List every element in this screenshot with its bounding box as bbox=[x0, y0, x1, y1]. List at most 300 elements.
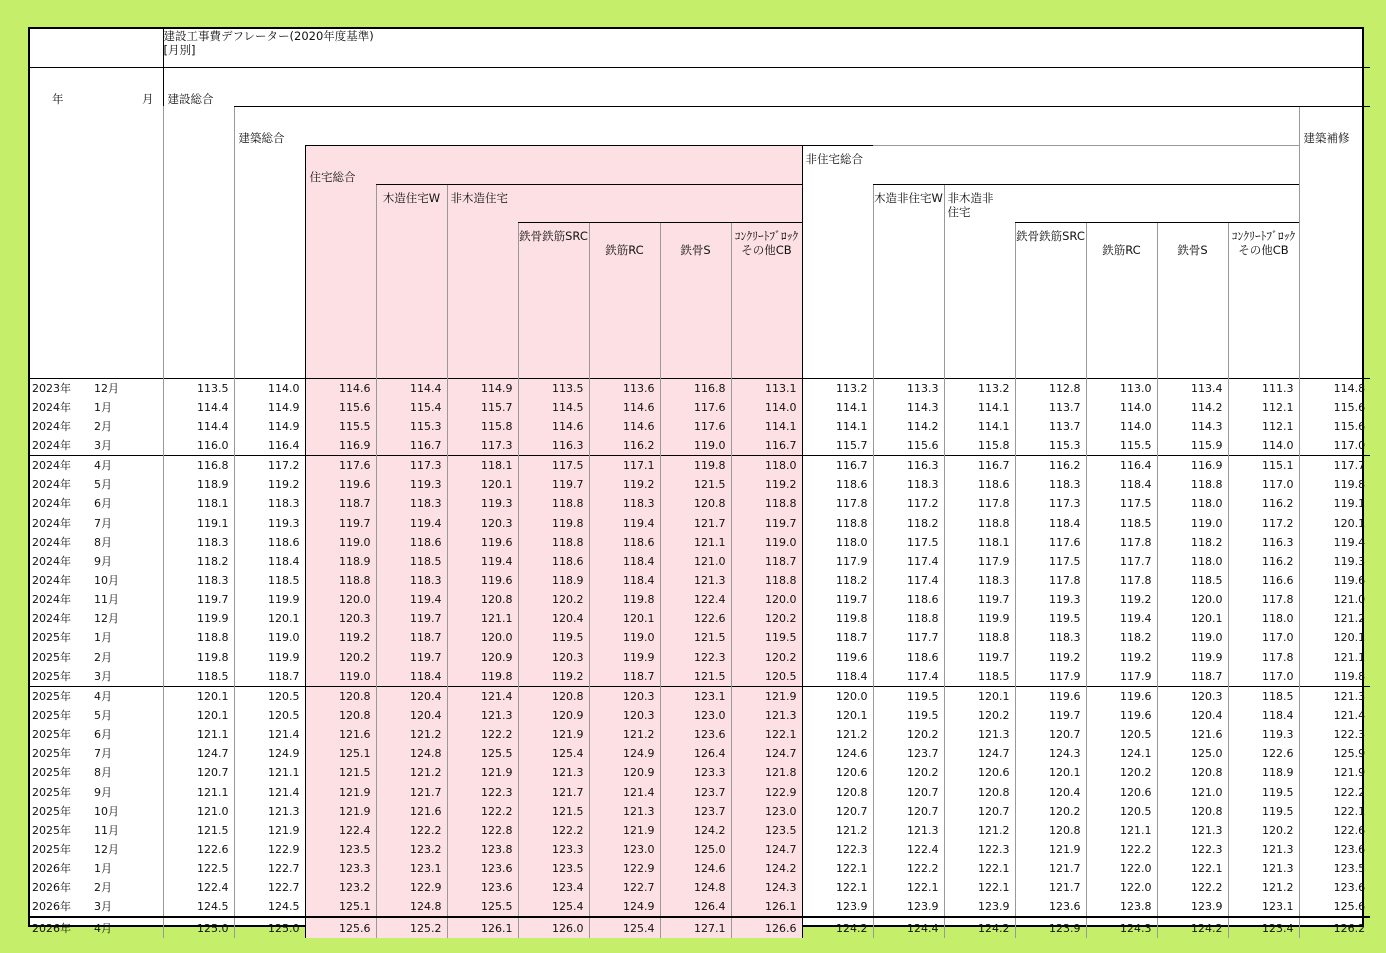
table-cell: 124.2 bbox=[660, 821, 731, 840]
table-cell: 117.1 bbox=[589, 456, 660, 476]
table-cell: 118.8 bbox=[873, 609, 944, 628]
table-cell: 121.9 bbox=[1299, 763, 1370, 782]
table-cell: 118.1 bbox=[447, 456, 518, 476]
table-cell: 124.5 bbox=[163, 897, 234, 917]
table-cell: 121.2 bbox=[1299, 609, 1370, 628]
table-cell: 120.4 bbox=[1015, 782, 1086, 801]
non-wooden-non-residential-spacer bbox=[944, 222, 1015, 378]
table-cell: 118.3 bbox=[589, 494, 660, 513]
table-row bbox=[30, 475, 1370, 494]
table-cell: 126.1 bbox=[731, 897, 802, 917]
table-cell: 120.2 bbox=[1086, 763, 1157, 782]
table-cell: 120.7 bbox=[163, 763, 234, 782]
table-cell: 119.3 bbox=[1228, 725, 1299, 744]
table-cell: 114.0 bbox=[1086, 398, 1157, 417]
table-cell: 120.2 bbox=[731, 609, 802, 628]
table-cell: 120.8 bbox=[305, 706, 376, 725]
table-cell: 118.3 bbox=[163, 571, 234, 590]
row-year: 2025年 bbox=[32, 785, 71, 799]
table-cell: 121.3 bbox=[731, 706, 802, 725]
table-cell: 120.8 bbox=[944, 782, 1015, 801]
table-row bbox=[30, 802, 1370, 821]
table-row bbox=[30, 840, 1370, 859]
row-year: 2024年 bbox=[32, 516, 71, 530]
table-cell: 121.0 bbox=[1299, 590, 1370, 609]
table-cell: 117.0 bbox=[1228, 667, 1299, 687]
table-cell: 114.1 bbox=[802, 398, 873, 417]
row-month: 2月 bbox=[94, 881, 112, 895]
table-cell: 116.7 bbox=[731, 436, 802, 456]
table-cell: 124.3 bbox=[731, 878, 802, 897]
non-residential-band bbox=[873, 145, 1299, 184]
table-cell: 122.8 bbox=[447, 821, 518, 840]
table-cell: 120.1 bbox=[447, 475, 518, 494]
table-cell: 119.6 bbox=[802, 647, 873, 666]
table-cell: 126.1 bbox=[447, 917, 518, 937]
table-row bbox=[30, 552, 1370, 571]
table-cell: 119.2 bbox=[1086, 647, 1157, 666]
table-cell: 123.5 bbox=[518, 859, 589, 878]
row-year: 2024年 bbox=[32, 400, 71, 414]
table-cell: 120.7 bbox=[1015, 725, 1086, 744]
deflator-sheet bbox=[28, 27, 1366, 935]
table-cell: 120.8 bbox=[1157, 802, 1228, 821]
row-month: 10月 bbox=[94, 804, 119, 818]
row-month: 12月 bbox=[94, 612, 119, 626]
table-cell: 119.9 bbox=[944, 609, 1015, 628]
table-cell: 122.5 bbox=[163, 859, 234, 878]
table-cell: 121.3 bbox=[944, 725, 1015, 744]
table-cell: 119.7 bbox=[944, 647, 1015, 666]
table-cell: 114.9 bbox=[234, 398, 305, 417]
table-cell: 119.7 bbox=[731, 513, 802, 532]
table-cell: 119.0 bbox=[660, 436, 731, 456]
table-cell: 120.6 bbox=[1086, 782, 1157, 801]
table-cell: 113.2 bbox=[944, 378, 1015, 398]
table-cell: 117.6 bbox=[660, 398, 731, 417]
table-cell: 122.0 bbox=[1086, 859, 1157, 878]
table-cell: 119.0 bbox=[589, 628, 660, 647]
table-cell: 120.0 bbox=[1157, 590, 1228, 609]
table-cell: 119.3 bbox=[1015, 590, 1086, 609]
row-month: 2月 bbox=[94, 419, 112, 433]
table-cell: 120.8 bbox=[447, 590, 518, 609]
table-row bbox=[30, 513, 1370, 532]
row-year: 2025年 bbox=[32, 747, 71, 761]
table-cell: 119.5 bbox=[518, 628, 589, 647]
row-year: 2024年 bbox=[32, 573, 71, 587]
table-cell: 125.6 bbox=[1299, 897, 1370, 917]
table-cell: 114.1 bbox=[802, 417, 873, 436]
table-cell: 122.3 bbox=[1157, 840, 1228, 859]
table-cell: 124.4 bbox=[873, 917, 944, 937]
table-cell: 121.7 bbox=[376, 782, 447, 801]
header-wooden-residential: 木造住宅W bbox=[376, 184, 447, 378]
table-cell: 116.0 bbox=[163, 436, 234, 456]
row-month: 1月 bbox=[94, 400, 112, 414]
table-cell: 118.2 bbox=[163, 552, 234, 571]
table-cell: 121.0 bbox=[660, 552, 731, 571]
table-cell: 121.2 bbox=[1228, 878, 1299, 897]
table-cell: 120.1 bbox=[163, 706, 234, 725]
table-cell: 120.2 bbox=[944, 706, 1015, 725]
table-cell: 121.3 bbox=[660, 571, 731, 590]
table-cell: 118.5 bbox=[234, 571, 305, 590]
table-cell: 124.8 bbox=[376, 897, 447, 917]
table-cell: 115.1 bbox=[1228, 456, 1299, 476]
table-cell: 119.8 bbox=[447, 667, 518, 687]
table-cell: 121.6 bbox=[305, 725, 376, 744]
table-cell: 115.7 bbox=[802, 436, 873, 456]
table-cell: 119.4 bbox=[1086, 609, 1157, 628]
table-cell: 121.1 bbox=[1299, 647, 1370, 666]
table-cell: 119.0 bbox=[234, 628, 305, 647]
table-cell: 119.5 bbox=[731, 628, 802, 647]
table-cell: 121.3 bbox=[1228, 840, 1299, 859]
table-cell: 120.5 bbox=[1086, 725, 1157, 744]
table-cell: 123.5 bbox=[305, 840, 376, 859]
header-non-residential-total: 非住宅総合 bbox=[802, 145, 873, 378]
row-year: 2025年 bbox=[32, 766, 71, 780]
table-cell: 113.4 bbox=[1157, 378, 1228, 398]
table-cell: 120.2 bbox=[305, 647, 376, 666]
table-cell: 120.3 bbox=[447, 513, 518, 532]
table-cell: 121.3 bbox=[1157, 821, 1228, 840]
table-cell: 119.8 bbox=[660, 456, 731, 476]
table-cell: 121.9 bbox=[731, 686, 802, 706]
table-cell: 118.9 bbox=[305, 552, 376, 571]
table-cell: 119.8 bbox=[163, 647, 234, 666]
table-row bbox=[30, 725, 1370, 744]
row-year: 2024年 bbox=[32, 438, 71, 452]
table-cell: 124.3 bbox=[1086, 917, 1157, 937]
table-row bbox=[30, 571, 1370, 590]
table-cell: 121.2 bbox=[376, 763, 447, 782]
table-cell: 119.6 bbox=[1015, 686, 1086, 706]
table-cell: 120.4 bbox=[376, 706, 447, 725]
table-cell: 124.8 bbox=[376, 744, 447, 763]
table-cell: 114.6 bbox=[589, 398, 660, 417]
table-cell: 115.6 bbox=[305, 398, 376, 417]
table-cell: 118.4 bbox=[1086, 475, 1157, 494]
table-cell: 121.4 bbox=[234, 782, 305, 801]
table-cell: 123.5 bbox=[1299, 859, 1370, 878]
table-cell: 118.6 bbox=[944, 475, 1015, 494]
table-cell: 118.3 bbox=[1015, 475, 1086, 494]
table-cell: 118.3 bbox=[873, 475, 944, 494]
table-cell: 121.6 bbox=[376, 802, 447, 821]
row-year: 2026年 bbox=[32, 881, 71, 895]
table-cell: 121.5 bbox=[163, 821, 234, 840]
table-cell: 119.2 bbox=[1015, 647, 1086, 666]
table-cell: 117.9 bbox=[802, 552, 873, 571]
table-cell: 120.1 bbox=[234, 609, 305, 628]
table-cell: 118.8 bbox=[518, 494, 589, 513]
table-body bbox=[30, 378, 1370, 938]
table-cell: 121.4 bbox=[447, 686, 518, 706]
table-cell: 118.6 bbox=[518, 552, 589, 571]
table-cell: 114.0 bbox=[731, 398, 802, 417]
table-cell: 121.7 bbox=[518, 782, 589, 801]
table-cell: 115.3 bbox=[376, 417, 447, 436]
table-cell: 118.4 bbox=[589, 571, 660, 590]
table-cell: 114.1 bbox=[731, 417, 802, 436]
table-cell: 118.7 bbox=[305, 494, 376, 513]
table-row bbox=[30, 533, 1370, 552]
table-cell: 122.1 bbox=[873, 878, 944, 897]
row-year: 2025年 bbox=[32, 804, 71, 818]
table-cell: 118.6 bbox=[873, 647, 944, 666]
table-cell: 113.7 bbox=[1015, 398, 1086, 417]
table-cell: 114.4 bbox=[376, 378, 447, 398]
table-cell: 116.2 bbox=[1228, 494, 1299, 513]
table-cell: 121.0 bbox=[1157, 782, 1228, 801]
table-cell: 115.3 bbox=[1015, 436, 1086, 456]
table-cell: 122.3 bbox=[802, 840, 873, 859]
table-cell: 120.9 bbox=[447, 647, 518, 666]
table-cell: 118.7 bbox=[731, 552, 802, 571]
table-cell: 120.3 bbox=[305, 609, 376, 628]
table-cell: 120.2 bbox=[518, 590, 589, 609]
header-rc: 鉄筋RC bbox=[589, 222, 660, 378]
table-cell: 118.8 bbox=[518, 533, 589, 552]
table-cell: 118.8 bbox=[1157, 475, 1228, 494]
row-year: 2025年 bbox=[32, 728, 71, 742]
table-cell: 125.0 bbox=[234, 917, 305, 937]
table-cell: 114.0 bbox=[234, 378, 305, 398]
table-cell: 119.2 bbox=[731, 475, 802, 494]
table-cell: 119.6 bbox=[447, 571, 518, 590]
table-cell: 119.8 bbox=[802, 609, 873, 628]
table-cell: 118.2 bbox=[1157, 533, 1228, 552]
table-cell: 118.5 bbox=[163, 667, 234, 687]
table-cell: 118.6 bbox=[873, 590, 944, 609]
table-cell: 126.4 bbox=[660, 897, 731, 917]
table-cell: 118.5 bbox=[1086, 513, 1157, 532]
table-cell: 115.6 bbox=[873, 436, 944, 456]
table-cell: 114.5 bbox=[518, 398, 589, 417]
table-cell: 121.1 bbox=[234, 763, 305, 782]
table-cell: 124.5 bbox=[234, 897, 305, 917]
table-cell: 121.2 bbox=[802, 821, 873, 840]
header-non-wooden-non-residential: 非木造非住宅 bbox=[944, 184, 1299, 222]
table-cell: 120.5 bbox=[1086, 802, 1157, 821]
table-cell: 122.7 bbox=[234, 859, 305, 878]
header-nr-cb: ｺﾝｸﾘｰﾄﾌﾞﾛｯｸその他CB bbox=[1228, 222, 1299, 378]
table-cell: 115.5 bbox=[305, 417, 376, 436]
table-cell: 113.0 bbox=[1086, 378, 1157, 398]
table-cell: 116.3 bbox=[518, 436, 589, 456]
header-building-repair: 建築補修 bbox=[1299, 106, 1370, 378]
table-row bbox=[30, 590, 1370, 609]
table-cell: 113.5 bbox=[163, 378, 234, 398]
table-cell: 123.8 bbox=[447, 840, 518, 859]
table-cell: 118.4 bbox=[1228, 706, 1299, 725]
table-cell: 119.7 bbox=[802, 590, 873, 609]
table-cell: 121.7 bbox=[1015, 859, 1086, 878]
table-cell: 117.6 bbox=[660, 417, 731, 436]
table-cell: 126.2 bbox=[1299, 917, 1370, 937]
table-cell: 123.3 bbox=[305, 859, 376, 878]
table-cell: 117.0 bbox=[1299, 436, 1370, 456]
table-cell: 119.2 bbox=[518, 667, 589, 687]
table-cell: 124.7 bbox=[163, 744, 234, 763]
table-cell: 118.3 bbox=[376, 494, 447, 513]
table-cell: 120.7 bbox=[944, 802, 1015, 821]
table-cell: 117.8 bbox=[1015, 571, 1086, 590]
table-cell: 121.7 bbox=[1015, 878, 1086, 897]
table-cell: 123.9 bbox=[1015, 917, 1086, 937]
table-cell: 116.4 bbox=[234, 436, 305, 456]
table-cell: 117.7 bbox=[873, 628, 944, 647]
table-row bbox=[30, 878, 1370, 897]
table-cell: 118.3 bbox=[163, 533, 234, 552]
table-cell: 123.9 bbox=[944, 897, 1015, 917]
header-construction-total: 建設総合 bbox=[163, 67, 1370, 106]
table-cell: 119.5 bbox=[1228, 782, 1299, 801]
table-row bbox=[30, 609, 1370, 628]
table-cell: 121.1 bbox=[1086, 821, 1157, 840]
table-cell: 119.6 bbox=[447, 533, 518, 552]
table-cell: 122.3 bbox=[1299, 725, 1370, 744]
table-cell: 120.2 bbox=[731, 647, 802, 666]
table-cell: 120.2 bbox=[1228, 821, 1299, 840]
table-cell: 124.7 bbox=[731, 840, 802, 859]
table-cell: 118.5 bbox=[1228, 686, 1299, 706]
table-subtitle: [月別] bbox=[163, 43, 196, 57]
table-cell: 124.2 bbox=[731, 859, 802, 878]
row-year: 2026年 bbox=[32, 862, 71, 876]
residential-total-spacer bbox=[305, 184, 376, 378]
table-cell: 114.1 bbox=[944, 398, 1015, 417]
table-cell: 118.7 bbox=[589, 667, 660, 687]
table-cell: 118.4 bbox=[1015, 513, 1086, 532]
table-cell: 122.1 bbox=[802, 859, 873, 878]
table-cell: 115.6 bbox=[1299, 398, 1370, 417]
table-cell: 113.6 bbox=[589, 378, 660, 398]
table-cell: 118.4 bbox=[376, 667, 447, 687]
table-cell: 118.0 bbox=[731, 456, 802, 476]
table-cell: 121.6 bbox=[1157, 725, 1228, 744]
table-cell: 120.1 bbox=[802, 706, 873, 725]
table-cell: 118.7 bbox=[802, 628, 873, 647]
table-cell: 120.3 bbox=[518, 647, 589, 666]
table-cell: 118.3 bbox=[1015, 628, 1086, 647]
table-cell: 116.9 bbox=[1157, 456, 1228, 476]
table-cell: 116.3 bbox=[1228, 533, 1299, 552]
header-month: 月 bbox=[90, 67, 163, 378]
row-month: 11月 bbox=[94, 823, 119, 837]
table-cell: 115.4 bbox=[376, 398, 447, 417]
table-cell: 118.7 bbox=[234, 667, 305, 687]
row-month: 10月 bbox=[94, 573, 119, 587]
table-cell: 121.3 bbox=[589, 802, 660, 821]
table-cell: 114.4 bbox=[163, 398, 234, 417]
table-cell: 123.7 bbox=[660, 802, 731, 821]
table-cell: 121.3 bbox=[518, 763, 589, 782]
table-cell: 123.4 bbox=[1228, 917, 1299, 937]
table-cell: 119.9 bbox=[163, 609, 234, 628]
table-cell: 124.6 bbox=[802, 744, 873, 763]
table-cell: 116.7 bbox=[944, 456, 1015, 476]
table-cell: 121.9 bbox=[234, 821, 305, 840]
table-cell: 118.0 bbox=[802, 533, 873, 552]
table-cell: 117.4 bbox=[873, 571, 944, 590]
table-cell: 123.6 bbox=[447, 859, 518, 878]
table-cell: 117.7 bbox=[1299, 456, 1370, 476]
table-cell: 122.4 bbox=[163, 878, 234, 897]
table-cell: 117.5 bbox=[873, 533, 944, 552]
table-cell: 123.3 bbox=[518, 840, 589, 859]
table-cell: 118.4 bbox=[802, 667, 873, 687]
table-cell: 122.3 bbox=[660, 647, 731, 666]
table-cell: 123.7 bbox=[660, 782, 731, 801]
table-cell: 122.1 bbox=[731, 725, 802, 744]
table-cell: 120.9 bbox=[518, 706, 589, 725]
table-cell: 117.8 bbox=[1086, 571, 1157, 590]
table-cell: 122.1 bbox=[1299, 802, 1370, 821]
table-row bbox=[30, 456, 1370, 476]
header-src: 鉄骨鉄筋SRC bbox=[518, 222, 589, 378]
table-cell: 124.3 bbox=[1015, 744, 1086, 763]
table-cell: 125.0 bbox=[163, 917, 234, 937]
table-cell: 114.3 bbox=[873, 398, 944, 417]
header-cb: ｺﾝｸﾘｰﾄﾌﾞﾛｯｸその他CB bbox=[731, 222, 802, 378]
table-cell: 122.1 bbox=[944, 859, 1015, 878]
table-cell: 119.4 bbox=[589, 513, 660, 532]
table-cell: 119.2 bbox=[589, 475, 660, 494]
table-cell: 122.7 bbox=[234, 878, 305, 897]
table-cell: 119.0 bbox=[1157, 628, 1228, 647]
table-row bbox=[30, 647, 1370, 666]
table-cell: 125.5 bbox=[447, 744, 518, 763]
table-cell: 124.7 bbox=[731, 744, 802, 763]
table-cell: 119.9 bbox=[234, 590, 305, 609]
table-cell: 119.6 bbox=[305, 475, 376, 494]
table-cell: 114.0 bbox=[1228, 436, 1299, 456]
table-cell: 120.8 bbox=[1015, 821, 1086, 840]
row-month: 9月 bbox=[94, 785, 112, 799]
table-cell: 120.6 bbox=[944, 763, 1015, 782]
table-cell: 119.5 bbox=[1228, 802, 1299, 821]
table-cell: 117.3 bbox=[376, 456, 447, 476]
table-cell: 121.5 bbox=[305, 763, 376, 782]
table-cell: 118.0 bbox=[1157, 552, 1228, 571]
table-cell: 126.4 bbox=[660, 744, 731, 763]
row-month: 7月 bbox=[94, 747, 112, 761]
table-cell: 116.2 bbox=[589, 436, 660, 456]
table-cell: 116.2 bbox=[1228, 552, 1299, 571]
table-cell: 117.6 bbox=[305, 456, 376, 476]
table-cell: 120.8 bbox=[305, 686, 376, 706]
table-cell: 124.6 bbox=[660, 859, 731, 878]
table-cell: 118.3 bbox=[234, 494, 305, 513]
table-cell: 122.9 bbox=[376, 878, 447, 897]
table-cell: 118.8 bbox=[731, 494, 802, 513]
table-row bbox=[30, 763, 1370, 782]
table-cell: 125.0 bbox=[1157, 744, 1228, 763]
table-cell: 122.6 bbox=[660, 609, 731, 628]
row-year: 2025年 bbox=[32, 650, 71, 664]
table-cell: 119.1 bbox=[163, 513, 234, 532]
table-cell: 122.9 bbox=[589, 859, 660, 878]
table-cell: 121.2 bbox=[376, 725, 447, 744]
table-cell: 117.4 bbox=[873, 667, 944, 687]
row-year: 2024年 bbox=[32, 593, 71, 607]
table-cell: 115.5 bbox=[1086, 436, 1157, 456]
table-cell: 114.6 bbox=[589, 417, 660, 436]
table-cell: 119.8 bbox=[589, 590, 660, 609]
